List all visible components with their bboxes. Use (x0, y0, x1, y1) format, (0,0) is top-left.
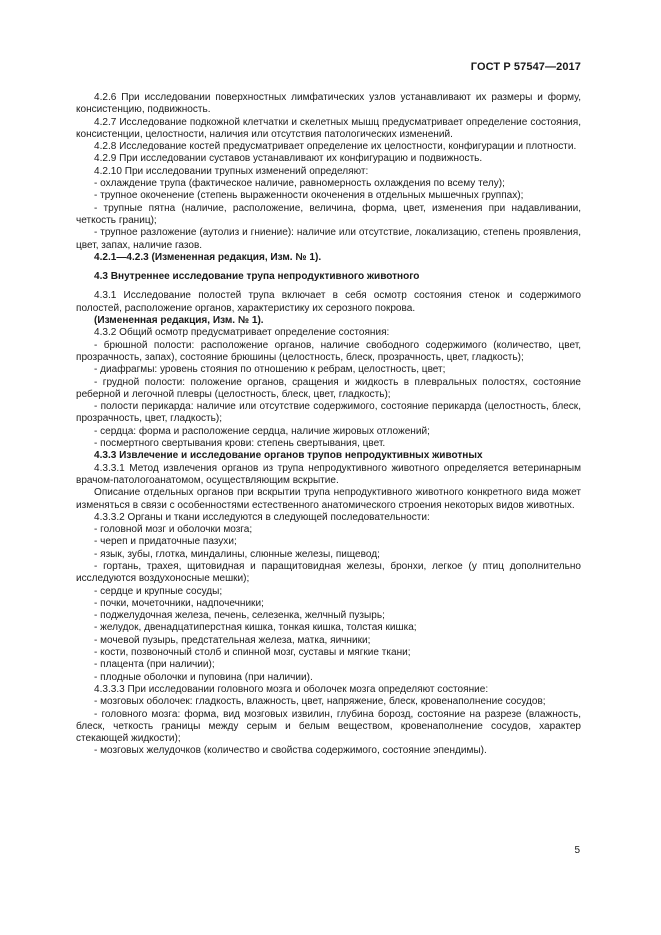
list-item: - череп и придаточные пазухи; (94, 536, 237, 548)
list-item: - брюшной полости: расположение органов, наличие свободного содержимого (количество, цвет, прозрачность, запах), состояние брюшины (целостность, блеск, прозрачность, цвет, гладкость); (76, 339, 581, 363)
paragraph-4-3-3-1: 4.3.3.1 Метод извлечения органов из трупа непродуктивного животного определяется ветеринарным врачом-патологоанатомом, осуществляющим вскрытие. (76, 462, 581, 486)
list-item: - мочевой пузырь, предстательная железа, матка, яичники; (94, 634, 371, 646)
paragraph-description: Описание отдельных органов при вскрытии трупа непродуктивного животного конкретного вида может изменяться в связи с особенностями естественного анатомического строения некоторых видов животных. (76, 487, 581, 511)
page-number: 5 (574, 845, 580, 856)
list-item: - полости перикарда: наличие или отсутствие содержимого, состояние перикарда (целостность, блеск, прозрачность, цвет, гладкость); (76, 401, 581, 425)
amendment-note: 4.2.1—4.2.3 (Измененная редакция, Изм. № 1). (94, 251, 322, 263)
paragraph-4-3-3-2: 4.3.3.2 Органы и ткани исследуются в следующей последовательности: (94, 511, 430, 523)
list-item: - трупное окоченение (степень выраженности окоченения в отдельных мышечных группах); (94, 190, 524, 202)
paragraph-4-3-3-3: 4.3.3.3 При исследовании головного мозга и оболочек мозга определяют состояние: (94, 683, 489, 695)
section-heading-4-3: 4.3 Внутреннее исследование трупа непродуктивного животного (94, 271, 420, 283)
list-item: - гортань, трахея, щитовидная и паращитовидная железы, бронхи, легкое (у птиц дополнительно исследуются воздухоносные мешки); (76, 560, 581, 585)
paragraph-4-2-6: 4.2.6 При исследовании поверхностных лимфатических узлов устанавливают их размеры и форму, консистенцию, подвижность. (76, 92, 581, 116)
document-header: ГОСТ Р 57547—2017 (470, 61, 581, 73)
list-item: - желудок, двенадцатиперстная кишка, тонкая кишка, толстая кишка; (94, 622, 417, 634)
document-body (76, 92, 581, 758)
paragraph-4-3-2: 4.3.2 Общий осмотр предусматривает определение состояния: (94, 327, 390, 339)
list-item: - диафрагмы: уровень стояния по отношению к ребрам, целостность, цвет; (94, 364, 446, 376)
list-item: - плацента (при наличии); (94, 659, 215, 671)
list-item: - сердце и крупные сосуды; (94, 585, 223, 597)
list-item: - кости, позвоночный столб и спинной мозг, суставы и мягкие ткани; (94, 647, 411, 659)
list-item: - охлаждение трупа (фактическое наличие, равномерность охлаждения по всему телу); (94, 178, 505, 190)
list-item: - головного мозга: форма, вид мозговых извилин, глубина борозд, состояние на разрезе (влажность, блеск, четкость границы между серым и белым веществом, кровенаполнение сосудов, характер стекающей жидкости); (76, 708, 581, 745)
list-item: - мозговых оболочек: гладкость, влажность, цвет, напряжение, блеск, кровенаполнение сосудов; (94, 696, 546, 708)
section-heading-4-3-3: 4.3.3 Извлечение и исследование органов трупов непродуктивных животных (94, 450, 483, 462)
list-item: - почки, мочеточники, надпочечники; (94, 597, 264, 609)
list-item: - поджелудочная железа, печень, селезенка, желчный пузырь; (94, 610, 385, 622)
paragraph-4-2-9: 4.2.9 При исследовании суставов устанавливают их конфигурацию и подвижность. (94, 153, 483, 165)
list-item: - мозговых желудочков (количество и свойства содержимого, состояние эпендимы). (94, 745, 487, 757)
list-item: - грудной полости: положение органов, сращения и жидкость в плевральных полостях, состояние реберной и легочной плевры (целостность, блеск, цвет, гладкость); (76, 376, 581, 400)
paragraph-4-3-1: 4.3.1 Исследование полостей трупа включает в себя осмотр состояния стенок и содержимого полостей, расположение органов, характеристику их серозного покрова. (76, 290, 581, 314)
paragraph-4-2-8: 4.2.8 Исследование костей предусматривает определение их целостности, конфигурации и плотности. (94, 141, 577, 153)
paragraph-4-2-7: 4.2.7 Исследование подкожной клетчатки и скелетных мышц предусматривает определение состояния, консистенции, целостности, наличия или отсутствия патологических изменений. (76, 116, 581, 140)
list-item: - головной мозг и оболочки мозга; (94, 524, 253, 536)
list-item: - посмертного свертывания крови: степень свертывания, цвет. (94, 438, 386, 450)
list-item: - сердца: форма и расположение сердца, наличие жировых отложений; (94, 425, 430, 437)
paragraph-4-2-10: 4.2.10 При исследовании трупных изменений определяют: (94, 165, 369, 177)
list-item: - трупное разложение (аутолиз и гниение): наличие или отсутствие, локализацию, степень проявления, цвет, запах, наличие газов. (76, 227, 581, 251)
list-item: - трупные пятна (наличие, расположение, величина, форма, цвет, изменения при надавливании, четкость границ); (76, 202, 581, 226)
list-item: - плодные оболочки и пуповина (при наличии). (94, 671, 313, 683)
list-item: - язык, зубы, глотка, миндалины, слюнные железы, пищевод; (94, 548, 380, 560)
amendment-note: (Измененная редакция, Изм. № 1). (94, 315, 264, 327)
